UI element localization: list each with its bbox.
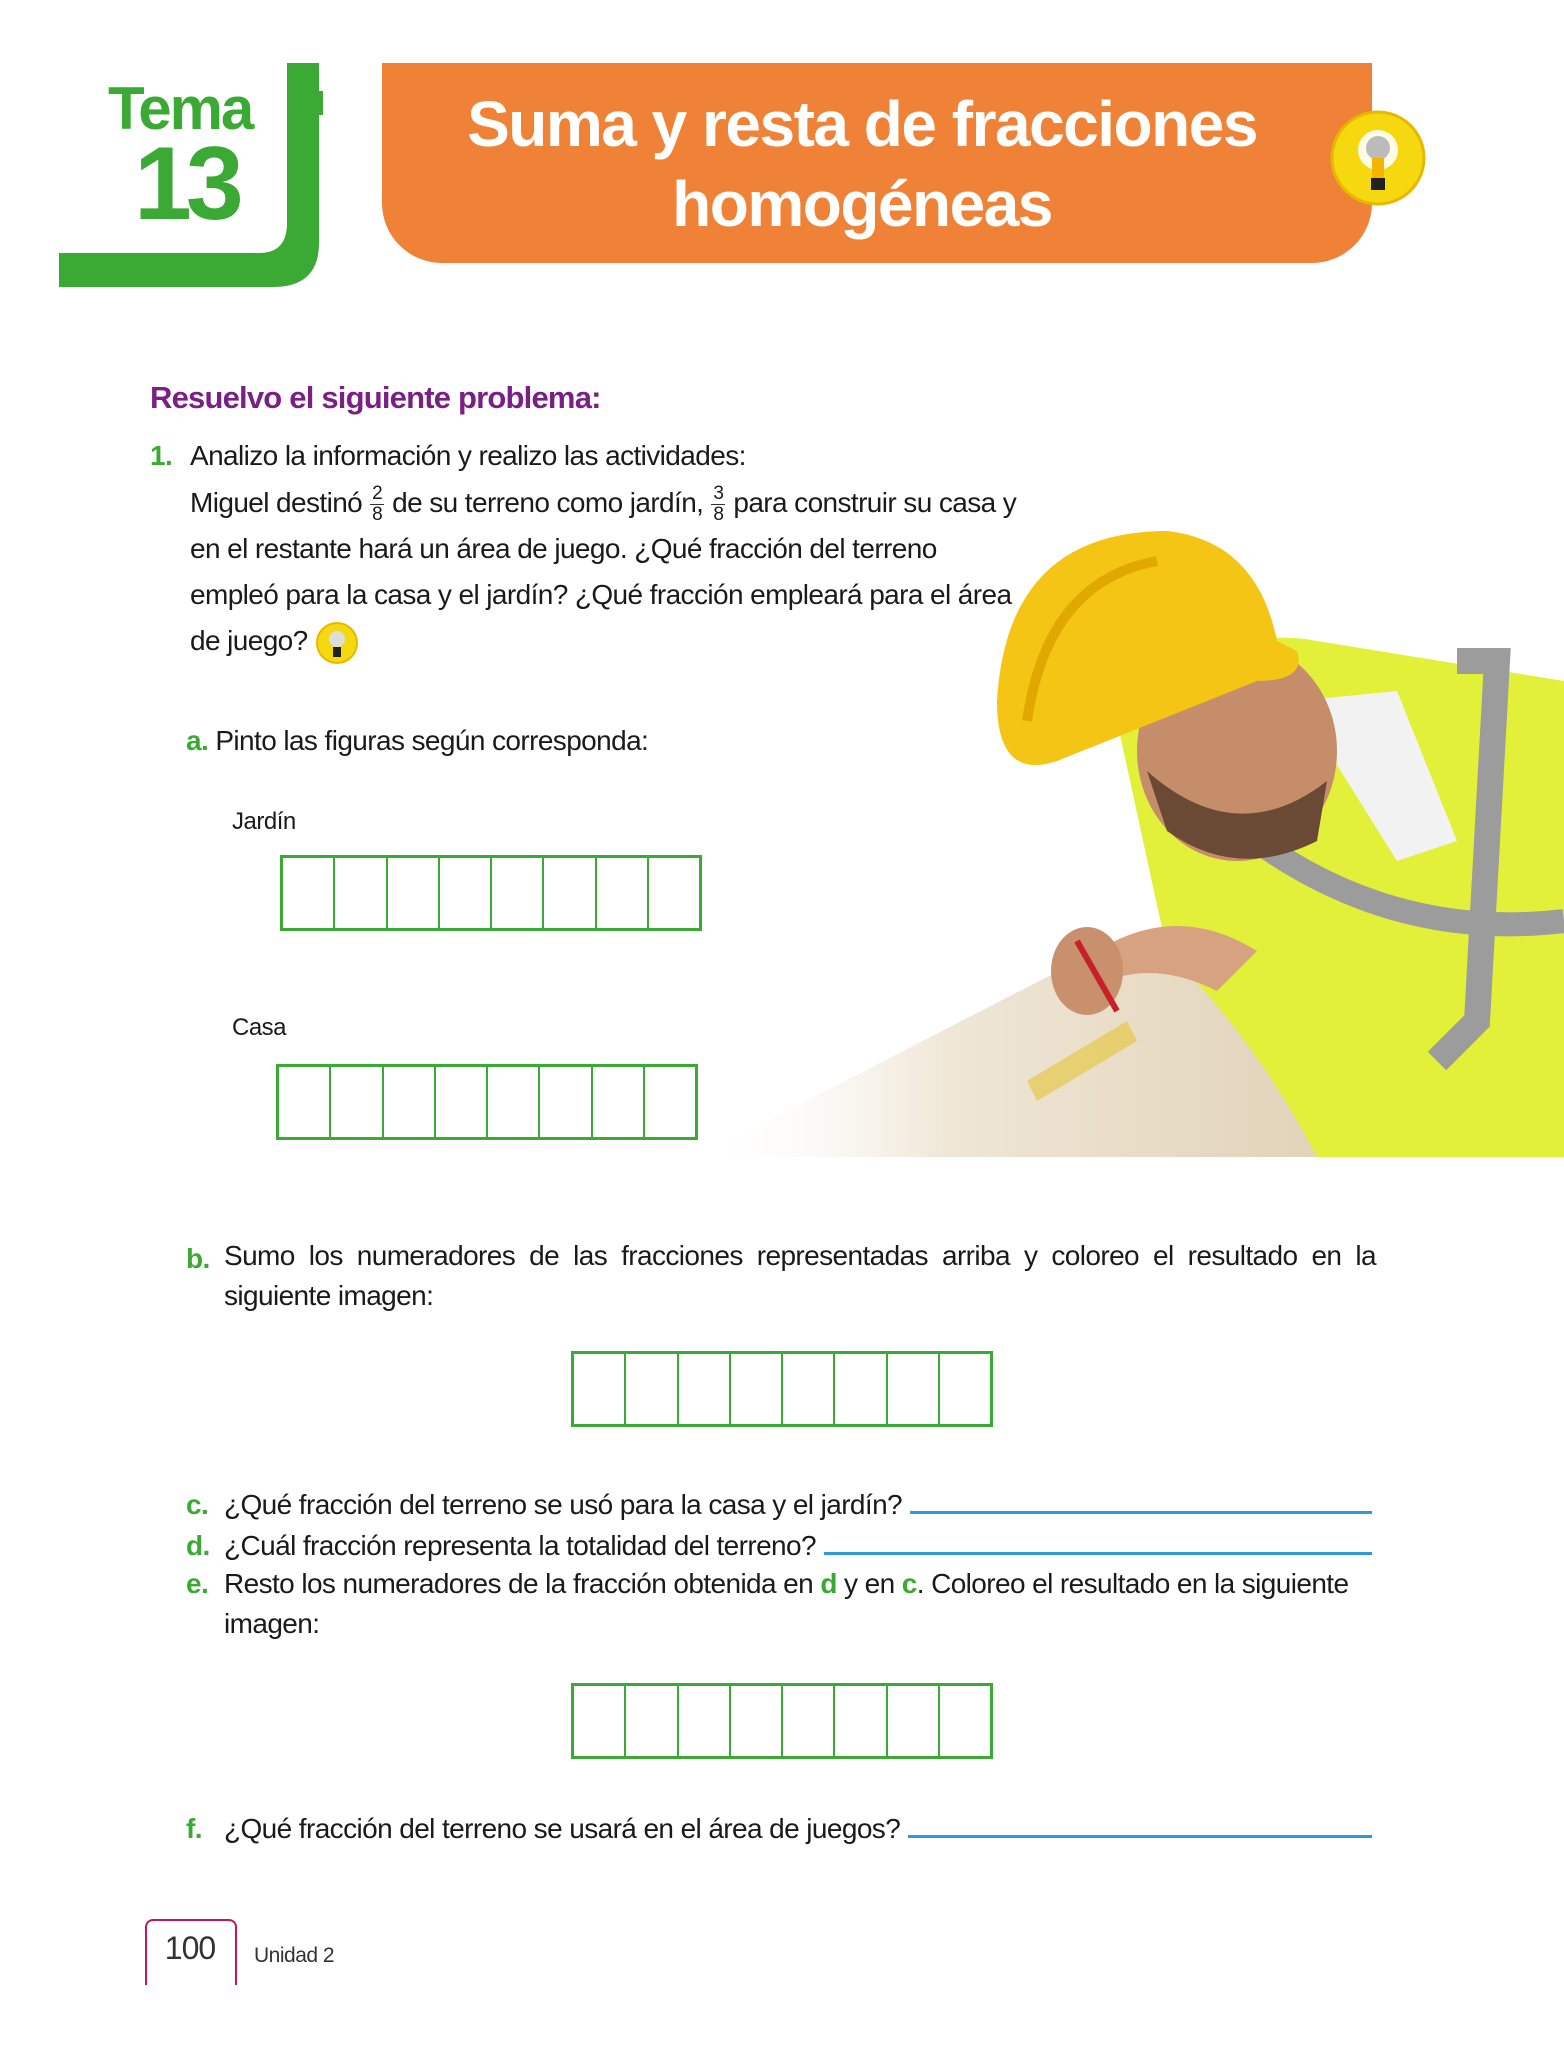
fraction-grid-jardin[interactable] [280,855,702,931]
activity-b: b. Sumo los numeradores de las fracciones representadas arriba y coloreo el resultado en la siguiente imagen: [186,1240,1376,1311]
activity-a: a. Pinto las figuras según corresponda: [186,725,649,756]
fraction-2-8: $\frac{2}{8}$ [372,483,383,526]
page-title [382,84,1342,244]
answer-line-d[interactable] [824,1552,1372,1555]
fraction-3-8: $\frac{3}{8}$ [713,483,724,526]
section-heading: Resuelvo el siguiente problema: [150,380,601,415]
problem-number: 1. [150,440,173,471]
title-line-2: homogéneas [672,168,1052,240]
label-casa: Casa [232,1014,287,1041]
problem-instruction: Analizo la información y realizo las actividades: [190,440,746,471]
answer-line-c[interactable] [910,1511,1372,1514]
activity-d: d. ¿Cuál fracción representa la totalidad del terreno? [186,1523,1372,1569]
activity-f: f. ¿Qué fracción del terreno se usará en el área de juegos? [186,1806,1372,1852]
fraction-grid-difference[interactable] [571,1683,993,1759]
title-line-1: Suma y resta de fracciones [467,88,1257,160]
fraction-grid-casa[interactable] [276,1064,698,1140]
lightbulb-icon [315,621,359,665]
worker-photo [697,521,1564,1157]
answer-line-f[interactable] [908,1835,1372,1838]
activity-c: c. ¿Qué fracción del terreno se usó para la casa y el jardín? [186,1482,1372,1528]
fraction-grid-sum[interactable] [571,1351,993,1427]
tema-number: 13 [134,126,238,242]
label-jardin: Jardín [232,808,296,835]
activity-e: e. Resto los numeradores de la fracción obtenida en d y en c. Coloreo el resultado en la siguiente imagen: [186,1568,1349,1639]
tema-label: Tema [108,75,253,142]
page-number: 100 [164,1930,216,1966]
problem-text: Miguel destinó $\frac{2}{8}$ de su terreno como jardín, $\frac{3}{8}$ para construir su casa y en el restante hará un área de juego. ¿Qué fracción del terreno empleó para la casa y el jardín? ¿Qué fracción empleará para el área de juego? [190,480,1020,665]
unit-label: Unidad 2 [254,1944,335,1967]
lightbulb-icon [1330,110,1426,206]
